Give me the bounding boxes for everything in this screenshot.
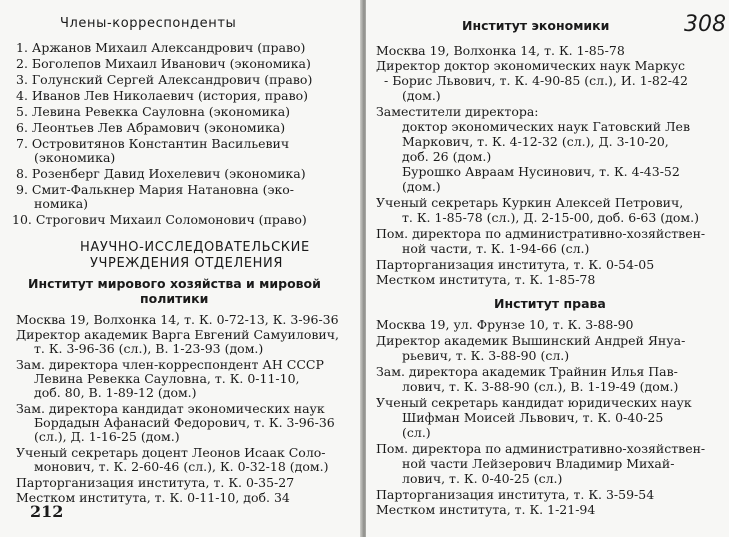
left-page xyxy=(0,0,362,537)
member-item: 5. Левина Ревекка Сауловна (экономика) xyxy=(16,104,291,119)
institute-line: Бордадын Афанасий Федорович, т. К. 3-96-36 xyxy=(34,415,335,430)
institute-line: Пом. директора по административно-хозяйствен- xyxy=(376,226,706,241)
institute-line: т. К. 3-96-36 (сл.), В. 1-23-93 (дом.) xyxy=(34,341,264,356)
institute-line: Москва 19, Волхонка 14, т. К. 0-72-13, К. 3-96-36 xyxy=(16,312,339,327)
member-item-continued: (экономика) xyxy=(34,150,116,165)
institute-line: доктор экономических наук Гатовский Лев xyxy=(402,119,690,134)
member-item: 10. Строгович Михаил Соломонович (право) xyxy=(12,212,307,227)
institute-line: Зам. директора кандидат экономических наук xyxy=(16,401,325,416)
members-heading: Члены-корреспонденты xyxy=(60,16,237,31)
right-page xyxy=(366,0,729,537)
institute-line: Бурошко Авраам Нусинович, т. К. 4-43-52 xyxy=(402,164,680,179)
institute-line: - Борис Львович, т. К. 4-90-85 (сл.), И. 1-82-42 xyxy=(384,73,688,88)
institute-line: Парторганизация института, т. К. 0-54-05 xyxy=(376,257,655,272)
institute-line: доб. 26 (дом.) xyxy=(402,149,492,164)
page-number-right: 308 xyxy=(684,12,726,37)
institute-line: Пом. директора по административно-хозяйствен- xyxy=(376,441,706,456)
institute-line: (сл.) xyxy=(402,425,431,440)
institute-line: Левина Ревекка Сауловна, т. К. 0-11-10, xyxy=(34,371,300,386)
member-item-continued: номика) xyxy=(34,196,89,211)
institute-line: Москва 19, ул. Фрунзе 10, т. К. 3-88-90 xyxy=(376,317,634,332)
member-item: 9. Смит-Фалькнер Мария Натановна (эко- xyxy=(16,182,295,197)
institute-line: Шифман Моисей Львович, т. К. 0-40-25 xyxy=(402,410,664,425)
member-item: 4. Иванов Лев Николаевич (история, право) xyxy=(16,88,309,103)
institute-line: Ученый секретарь доцент Леонов Исаак Соло- xyxy=(16,445,326,460)
institute-line: Местком института, т. К. 1-21-94 xyxy=(376,502,596,517)
member-item: 1. Аржанов Михаил Александрович (право) xyxy=(16,40,306,55)
institute-line: Парторганизация института, т. К. 3-59-54 xyxy=(376,487,655,502)
institute-line: Местком института, т. К. 1-85-78 xyxy=(376,272,596,287)
member-item: 8. Розенберг Давид Иохелевич (экономика) xyxy=(16,166,306,181)
institute-line: лович, т. К. 3-88-90 (сл.), В. 1-19-49 (дом.) xyxy=(402,379,679,394)
institute-title: Институт мирового хозяйства и мировой xyxy=(28,276,321,291)
institute-line: Парторганизация института, т. К. 0-35-27 xyxy=(16,475,295,490)
member-item: 7. Островитянов Константин Васильевич xyxy=(16,136,290,151)
institute-line: Директор доктор экономических наук Маркус xyxy=(376,58,685,73)
institute-line: Директор академик Варга Евгений Самуилович, xyxy=(16,327,339,342)
institute-line: Местком института, т. К. 0-11-10, доб. 34 xyxy=(16,490,290,505)
institute-line: Москва 19, Волхонка 14, т. К. 1-85-78 xyxy=(376,43,625,58)
institute-law-title: Институт права xyxy=(494,296,606,311)
institute-line: лович, т. К. 0-40-25 (сл.) xyxy=(402,471,563,486)
institute-line: Заместители директора: xyxy=(376,104,539,119)
section-heading: НАУЧНО-ИССЛЕДОВАТЕЛЬСКИЕ xyxy=(80,240,310,255)
institute-line: т. К. 1-85-78 (сл.), Д. 2-15-00, доб. 6-63 (дом.) xyxy=(402,210,699,225)
institute-line: (дом.) xyxy=(402,179,441,194)
institute-economics-title: Институт экономики xyxy=(462,18,610,33)
member-item: 6. Леонтьев Лев Абрамович (экономика) xyxy=(16,120,286,135)
member-item: 3. Голунский Сергей Александрович (право) xyxy=(16,72,313,87)
institute-line: Зам. директора член-корреспондент АН СССР xyxy=(16,357,324,372)
institute-line: Маркович, т. К. 4-12-32 (сл.), Д. 3-10-20, xyxy=(402,134,669,149)
institute-line: ной части Лейзерович Владимир Михай- xyxy=(402,456,675,471)
institute-line: доб. 80, В. 1-89-12 (дом.) xyxy=(34,385,197,400)
institute-line: (дом.) xyxy=(402,88,441,103)
institute-line: (сл.), Д. 1-16-25 (дом.) xyxy=(34,429,180,444)
institute-line: ной части, т. К. 1-94-66 (сл.) xyxy=(402,241,590,256)
page-number-left: 212 xyxy=(30,502,64,521)
institute-line: Зам. директора академик Трайнин Илья Пав- xyxy=(376,364,678,379)
institute-line: Ученый секретарь кандидат юридических наук xyxy=(376,395,692,410)
member-item: 2. Боголепов Михаил Иванович (экономика) xyxy=(16,56,311,71)
institute-title: политики xyxy=(140,291,209,306)
institute-line: Ученый секретарь Куркин Алексей Петрович, xyxy=(376,195,684,210)
institute-line: рьевич, т. К. 3-88-90 (сл.) xyxy=(402,348,570,363)
institute-line: Директор академик Вышинский Андрей Януа- xyxy=(376,333,686,348)
institute-line: монович, т. К. 2-60-46 (сл.), К. 0-32-18 (дом.) xyxy=(34,459,329,474)
section-heading: УЧРЕЖДЕНИЯ ОТДЕЛЕНИЯ xyxy=(90,256,283,271)
